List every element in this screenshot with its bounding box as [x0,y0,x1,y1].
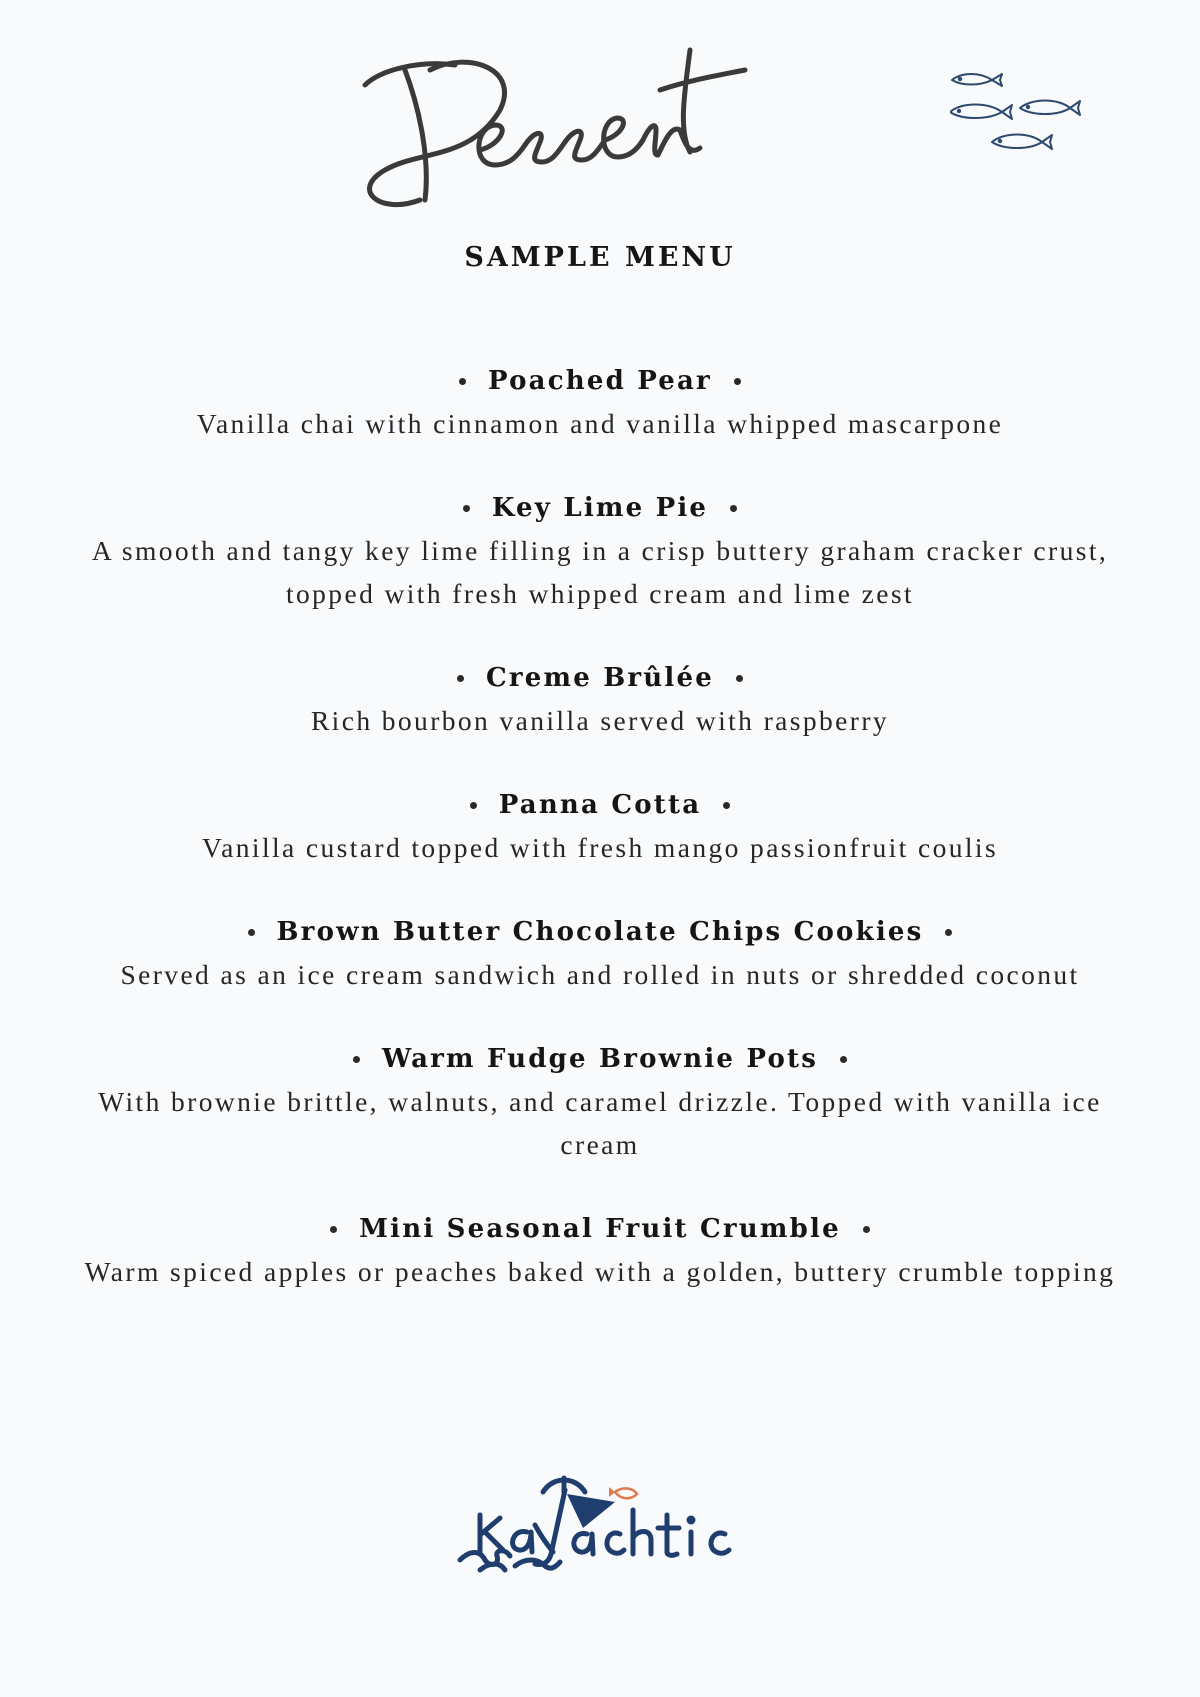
item-name: Creme Brûlée [486,663,714,693]
menu-title [360,30,760,230]
menu-item [70,911,1130,996]
menu-item [70,360,1130,445]
item-name: Mini Seasonal Fruit Crumble [359,1214,841,1244]
item-description: A smooth and tangy key lime filling in a crisp buttery graham cracker crust, topped with fresh whipped cream and lime zest [91,535,1109,609]
menu-item [70,784,1130,869]
item-name: Warm Fudge Brownie Pots [381,1044,819,1074]
menu-item [70,657,1130,742]
item-name: Brown Butter Chocolate Chips Cookies [276,917,924,947]
fish-school-icon [950,70,1090,170]
bullet-icon [353,1056,360,1063]
bullet-icon [840,1056,847,1063]
bullet-icon [945,929,952,936]
menu-item [70,1208,1130,1293]
item-description: Vanilla chai with cinnamon and vanilla whipped mascarpone [196,408,1004,439]
menu-item [70,487,1130,615]
brand-logo [455,1470,755,1580]
bullet-icon [470,802,477,809]
menu-item [70,1038,1130,1166]
bullet-icon [863,1226,870,1233]
item-description: Warm spiced apples or peaches baked with a golden, buttery crumble topping [84,1256,1116,1287]
item-description: Vanilla custard topped with fresh mango passionfruit coulis [201,832,999,863]
item-description: Served as an ice cream sandwich and rolled in nuts or shredded coconut [120,959,1080,990]
menu-subtitle: SAMPLE MENU [464,242,736,273]
bullet-icon [730,505,737,512]
item-name: Poached Pear [488,366,712,396]
dessert-list [70,360,1130,1335]
bullet-icon [459,378,466,385]
bullet-icon [330,1226,337,1233]
item-name: Panna Cotta [498,790,702,820]
item-description: Rich bourbon vanilla served with raspberry [310,705,890,736]
bullet-icon [723,802,730,809]
bullet-icon [463,505,470,512]
bullet-icon [457,675,464,682]
bullet-icon [736,675,743,682]
bullet-icon [734,378,741,385]
item-name: Key Lime Pie [491,493,709,523]
item-description: With brownie brittle, walnuts, and caramel drizzle. Topped with vanilla ice cream [98,1086,1102,1160]
bullet-icon [248,929,255,936]
